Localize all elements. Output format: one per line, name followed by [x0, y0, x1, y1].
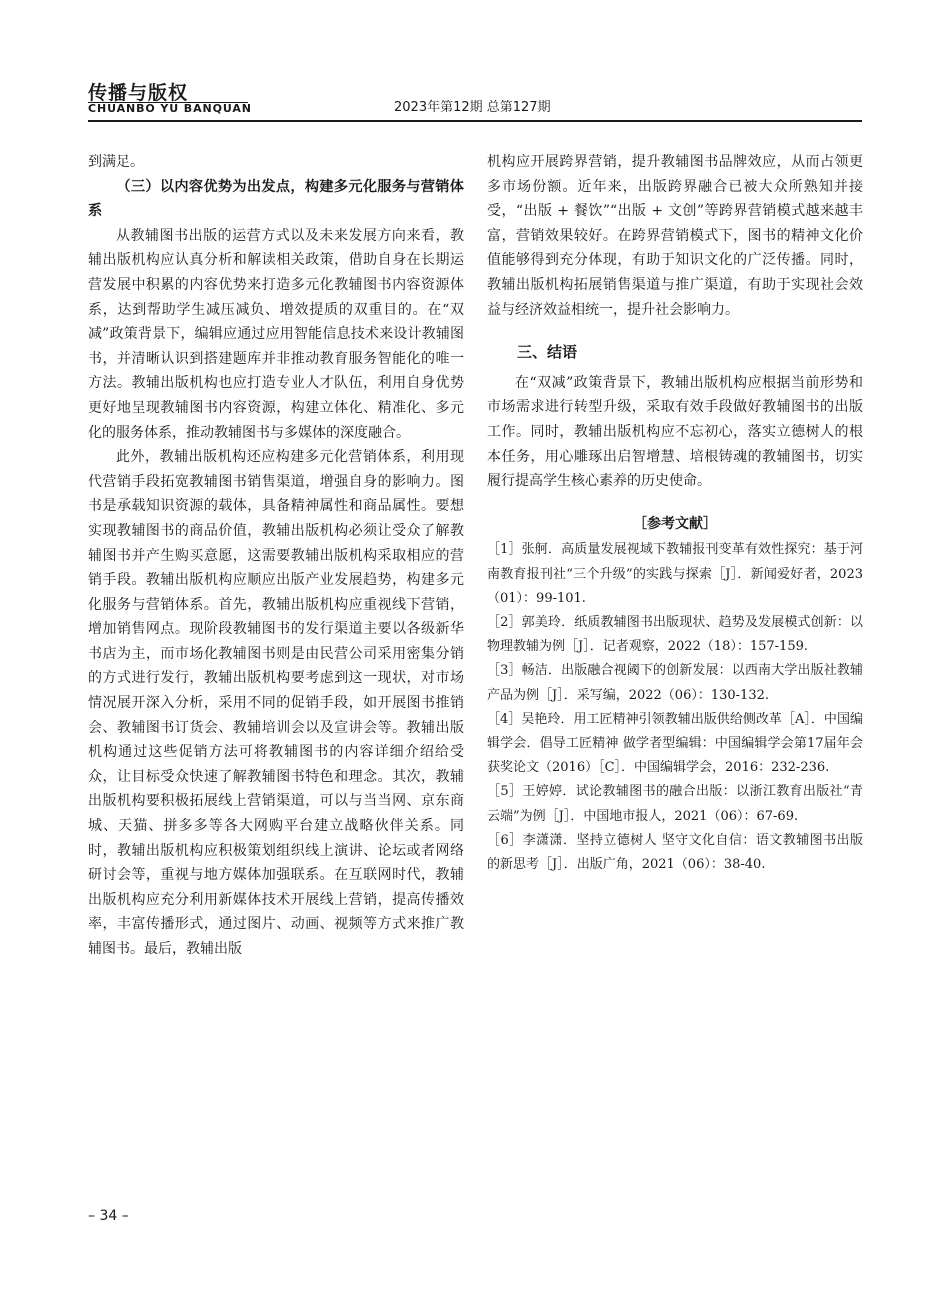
header-rule — [88, 120, 862, 122]
left-column — [88, 150, 464, 962]
reference-list — [487, 538, 863, 877]
page-header — [88, 78, 862, 126]
reference-item: ［6］李潇潇．坚持立德树人 坚守文化自信：语文教辅图书出版的新思考［J］．出版广角，2021（06）：38-40. — [487, 832, 863, 872]
reference-item: ［4］吴艳玲．用工匠精神引领教辅出版供给侧改革［A］．中国编辑学会．倡导工匠精神 做学者型编辑：中国编辑学会第17届年会获奖论文（2016）［C］．中国编辑学会，2016：232-236. — [487, 711, 863, 776]
references-heading: ［参考文献］ — [633, 515, 717, 532]
paragraph-continuation: 到满足。 — [88, 154, 144, 170]
issue-info: 2023年第12期 总第127期 — [394, 100, 551, 115]
reference-item: ［3］畅洁．出版融合视阈下的创新发展：以西南大学出版社教辅产品为例［J］．采写编，2022（06）：130-132. — [487, 663, 863, 703]
journal-title: 传播与版权 — [88, 82, 189, 104]
journal-title-pinyin: CHUANBO YU BANQUAN — [88, 102, 252, 115]
subsection-heading: （三）以内容优势为出发点，构建多元化服务与营销体系 — [88, 178, 464, 220]
paragraph: 此外，教辅出版机构还应构建多元化营销体系，利用现代营销手段拓宽教辅图书销售渠道，增强自身的影响力。图书是承载知识资源的载体，具备精神属性和商品属性。要想实现教辅图书的商品价值，教辅出版机构必须让受众了解教辅图书并产生购买意愿，这需要教辅出版机构采取相应的营销手段。教辅出版机构应顺应出版产业发展趋势，构建多元化服务与营销体系。首先，教辅出版机构应重视线下营销，增加销售网点。现阶段教辅图书的发行渠道主要以各级新华书店为主，而市场化教辅图书则是由民营公司采用密集分销的方式进行发行，教辅出版机构要考虑到这一现状，对市场情况展开深入分析，采用不同的促销手段，如开展图书推销会、教辅图书订货会、教辅培训会以及宣讲会等。教辅出版机构通过这些促销方法可将教辅图书的内容详细介绍给受众，让目标受众快速了解教辅图书特色和理念。其次，教辅出版机构要积极拓展线上营销渠道，可以与当当网、京东商城、天猫、拼多多等各大网购平台建立战略伙伴关系。同时，教辅出版机构应积极策划组织线上演讲、论坛或者网络研讨会等，重视与地方媒体加强联系。在互联网时代，教辅出版机构应充分利用新媒体技术开展线上营销，提高传播效率，丰富传播形式，通过图片、动画、视频等方式来推广教辅图书。最后，教辅出版 — [88, 449, 464, 957]
paragraph: 从教辅图书出版的运营方式以及未来发展方向来看，教辅出版机构应认真分析和解读相关政策，借助自身在长期运营发展中积累的内容优势来打造多元化教辅图书内容资源体系，达到帮助学生减压减负、增效提质的双重目的。在“双减”政策背景下，编辑应通过应用智能信息技术来设计教辅图书，并清晰认识到搭建题库并非推动教育服务智能化的唯一方法。教辅出版机构也应打造专业人才队伍，利用自身优势更好地呈现教辅图书内容资源，构建立体化、精准化、多元化的服务体系，推动教辅图书与多媒体的深度融合。 — [88, 227, 464, 441]
page-number: – 34 – — [88, 1208, 129, 1224]
paragraph: 在“双减”政策背景下，教辅出版机构应根据当前形势和市场需求进行转型升级，采取有效手段做好教辅图书的出版工作。同时，教辅出版机构应不忘初心，落实立德树人的根本任务，用心雕琢出启智增慧、培根铸魂的教辅图书，切实履行提高学生核心素养的历史使命。 — [487, 374, 863, 490]
paragraph-continuation: 机构应开展跨界营销，提升教辅图书品牌效应，从而占领更多市场份额。近年来，出版跨界融合已被大众所熟知并接受，“出版 + 餐饮”“出版 + 文创”等跨界营销模式越来越丰富，营销效果较好。在跨界营销模式下，图书的精神文化价值能够得到充分体现，有助于知识文化的广泛传播。同时，教辅出版机构拓展销售渠道与推广渠道，有助于实现社会效益与经济效益相统一，提升社会影响力。 — [487, 154, 863, 318]
reference-item: ［2］郭美玲．纸质教辅图书出版现状、趋势及发展模式创新：以物理教辅为例［J］．记者观察，2022（18）：157-159. — [487, 614, 863, 655]
reference-item: ［1］张舸．高质量发展视域下教辅报刊变革有效性探究：基于河南教育报刊社“三个升级”的实践与探索［J］．新闻爱好者，2023（01）：99-101. — [487, 542, 863, 606]
section-heading-conclusion: 三、结语 — [517, 343, 578, 362]
reference-item: ［5］王婷婷．试论教辅图书的融合出版：以浙江教育出版社“青云端”为例［J］．中国地市报人，2021（06）：67-69. — [487, 784, 863, 824]
right-column — [487, 150, 863, 877]
